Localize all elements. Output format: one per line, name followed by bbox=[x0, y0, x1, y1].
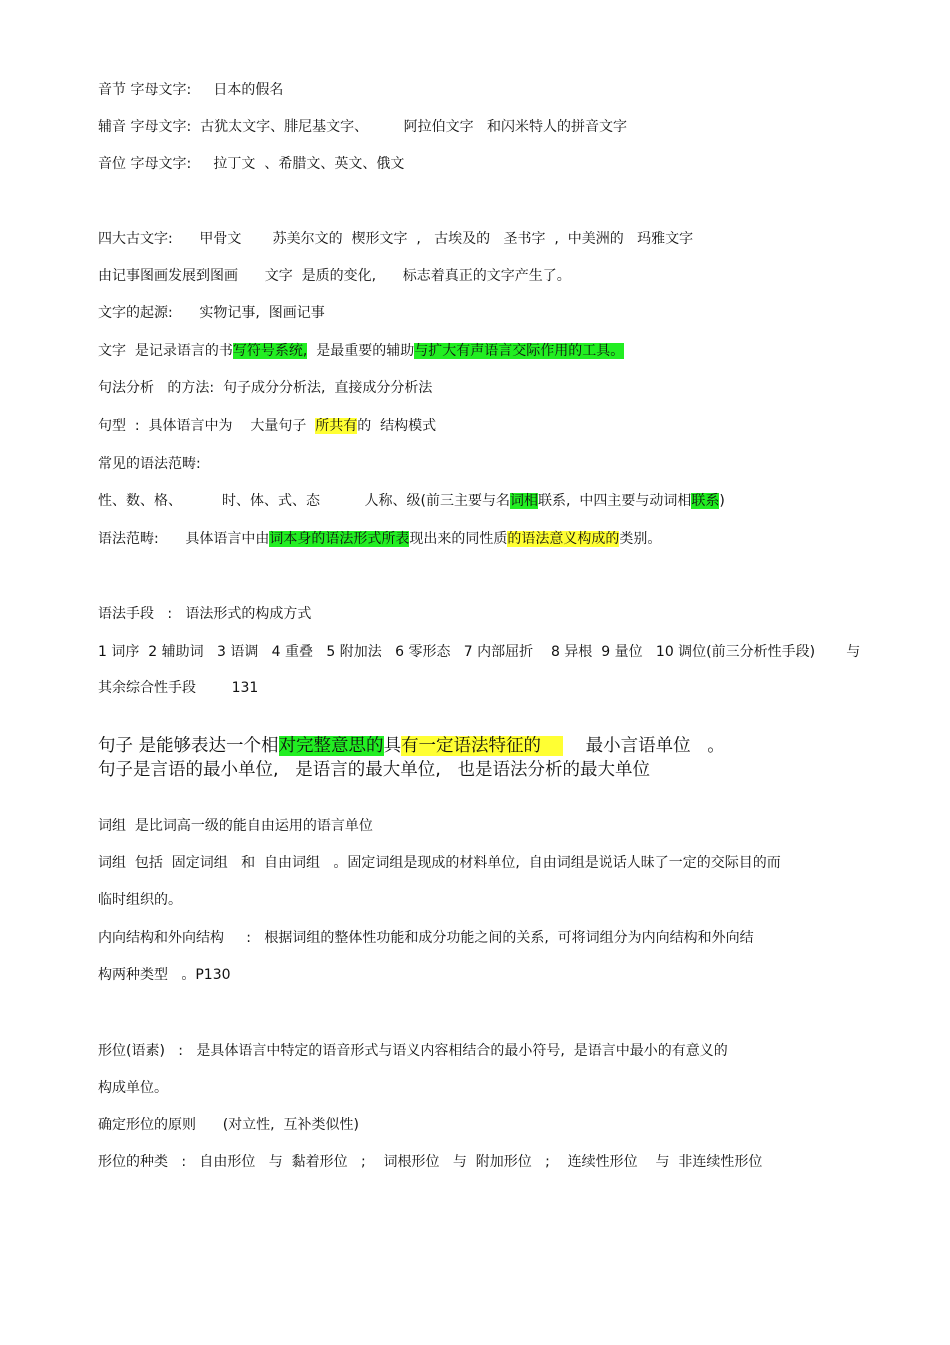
green-highlight: 写符号系统, bbox=[232, 343, 308, 359]
text-segment: 是最重要的辅助 bbox=[307, 343, 415, 359]
line-grammar-categories-list bbox=[98, 491, 725, 511]
text-segment: ) bbox=[719, 493, 725, 509]
green-highlight: 联系 bbox=[691, 493, 720, 509]
line-sentence-definition bbox=[98, 734, 725, 758]
line-syntax-analysis: 句法分析 的方法: 句子成分分析法, 直接成分分析法 bbox=[98, 380, 433, 396]
line-endocentric-exocentric-cont: 构两种类型 。P130 bbox=[98, 967, 231, 983]
line-sentence-pattern bbox=[98, 416, 436, 436]
green-highlight: 与扩大有声语言交际作用的工具。 bbox=[414, 343, 625, 359]
line-sentence-units: 句子是言语的最小单位, 是语言的最大单位, 也是语法分析的最大单位 bbox=[98, 760, 650, 780]
text-segment: 的 结构模式 bbox=[357, 418, 437, 434]
text-segment: 类别。 bbox=[619, 531, 662, 547]
line-phrase-types-cont: 临时组织的。 bbox=[98, 892, 182, 908]
text-segment: 具 bbox=[383, 736, 402, 756]
green-highlight: 词相 bbox=[510, 493, 539, 509]
text-segment: 最小言语单位 。 bbox=[563, 736, 725, 756]
line-morpheme-definition-cont: 构成单位。 bbox=[98, 1080, 168, 1096]
text-segment: 句子 是能够表达一个相 bbox=[98, 736, 279, 756]
yellow-highlight: 有一定语法特征的 bbox=[401, 736, 564, 756]
line-morpheme-types: 形位的种类 : 自由形位 与 黏着形位 ; 词根形位 与 附加形位 ; 连续性形位 与 非连续性形位 bbox=[98, 1154, 763, 1170]
line-morpheme-definition: 形位(语素) : 是具体语言中特定的语音形式与语义内容相结合的最小符号, 是语言中最小的有意义的 bbox=[98, 1043, 728, 1059]
text-segment: 语法范畴: 具体语言中由 bbox=[98, 531, 270, 547]
text-segment: 联系, 中四主要与动词相 bbox=[538, 493, 692, 509]
line-syllabic-script: 音节 字母文字: 日本的假名 bbox=[98, 82, 284, 98]
line-writing-definition bbox=[98, 341, 624, 361]
text-segment: 文字 是记录语言的书 bbox=[98, 343, 233, 359]
line-grammar-category-definition bbox=[98, 529, 661, 549]
green-highlight: 词本身的语法形式所表 bbox=[269, 531, 410, 547]
line-grammar-means-rest: 其余综合性手段 131 bbox=[98, 680, 259, 696]
line-four-ancient-scripts: 四大古文字: 甲骨文 苏美尔文的 楔形文字 , 古埃及的 圣书字 , 中美洲的 玛雅文字 bbox=[98, 231, 694, 247]
line-phrase-definition: 词组 是比词高一级的能自由运用的语言单位 bbox=[98, 818, 373, 834]
line-phonemic-script: 音位 字母文字: 拉丁文 、希腊文、英文、俄文 bbox=[98, 156, 405, 172]
text-segment: 句型 : 具体语言中为 大量句子 bbox=[98, 418, 316, 434]
line-endocentric-exocentric: 内向结构和外向结构 : 根据词组的整体性功能和成分功能之间的关系, 可将词组分为内向结构和外向结 bbox=[98, 930, 754, 946]
yellow-highlight: 的语法意义构成的 bbox=[507, 531, 620, 547]
line-consonant-script: 辅音 字母文字: 古犹太文字、腓尼基文字、 阿拉伯文字 和闪米特人的拼音文字 bbox=[98, 119, 628, 135]
line-grammar-means-list: 1 词序 2 辅助词 3 语调 4 重叠 5 附加法 6 零形态 7 内部屈折 8 异根 9 量位 10 调位(前三分析性手段) 与 bbox=[98, 644, 861, 660]
green-highlight: 对完整意思的 bbox=[278, 736, 384, 756]
text-segment: 性、数、格、 时、体、式、态 人称、级(前三主要与名 bbox=[98, 493, 511, 509]
line-morpheme-principles: 确定形位的原则 (对立性, 互补类似性) bbox=[98, 1117, 359, 1133]
line-grammar-categories-heading: 常见的语法范畴: bbox=[98, 456, 201, 472]
line-phrase-types: 词组 包括 固定词组 和 自由词组 。固定词组是现成的材料单位, 自由词组是说话人昧了一定的交际目的而 bbox=[98, 855, 781, 871]
line-picture-to-script: 由记事图画发展到图画 文字 是质的变化, 标志着真正的文字产生了。 bbox=[98, 268, 571, 284]
line-origin-of-writing: 文字的起源: 实物记事, 图画记事 bbox=[98, 305, 325, 321]
yellow-highlight: 所共有 bbox=[315, 418, 358, 434]
line-grammar-means: 语法手段 : 语法形式的构成方式 bbox=[98, 606, 312, 622]
text-segment: 现出来的同性质 bbox=[409, 531, 508, 547]
